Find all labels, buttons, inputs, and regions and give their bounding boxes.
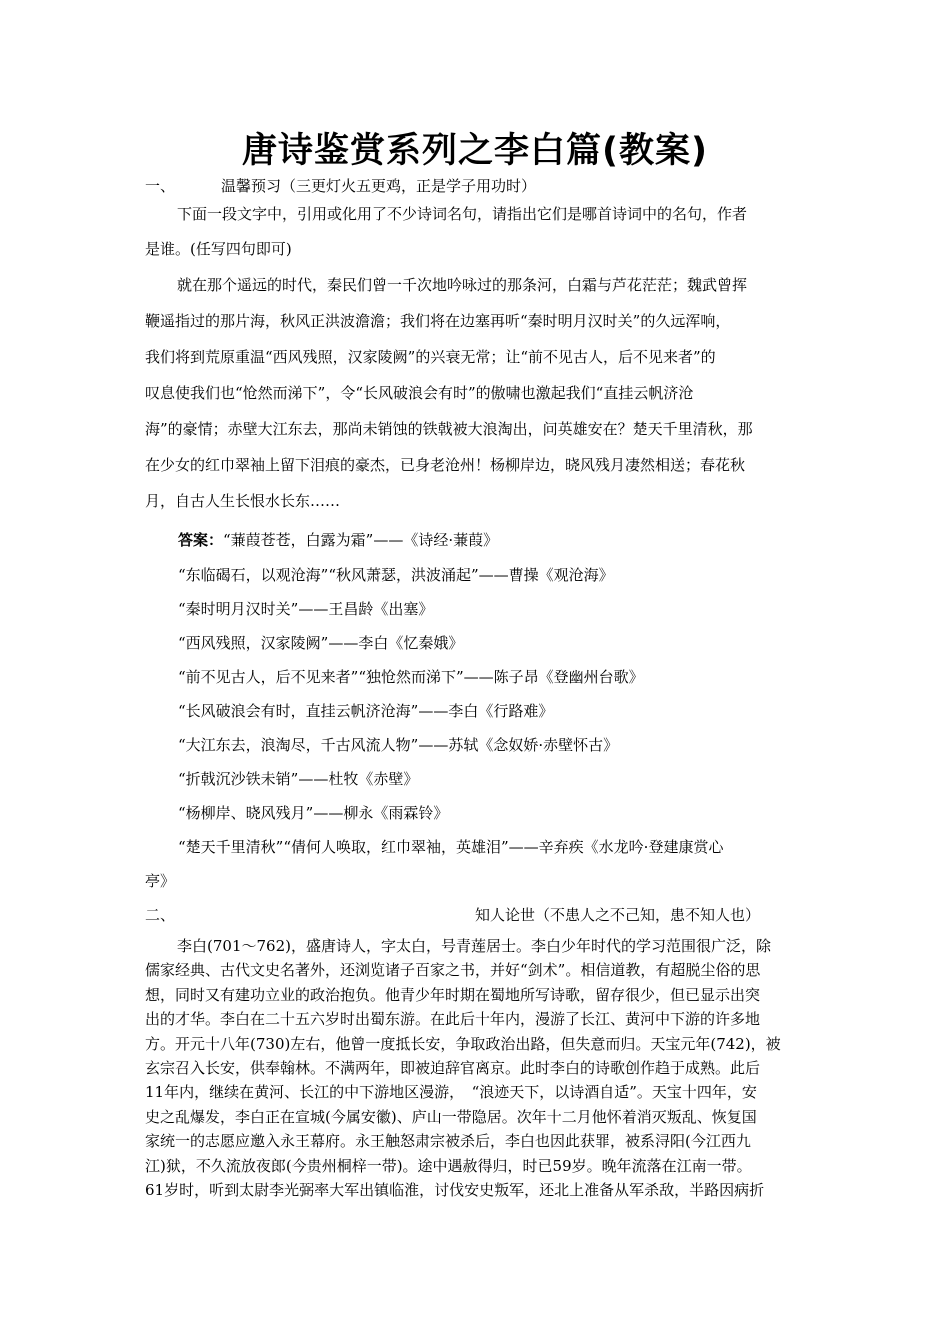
answer-line (178, 529, 498, 551)
passage-line: 鞭遥指过的那片海，秋风正洪波澹澹；我们将在边塞再听“秦时明月汉时关”的久远浑响， (145, 312, 731, 330)
answer-line: “东临碣石，以观沧海”“秋风萧瑟，洪波涌起”——曹操《观沧海》 (178, 566, 614, 584)
answer-line: “长风破浪会有时，直挂云帆济沧海”——李白《行路难》 (178, 702, 554, 720)
section-2-title: 知人论世（不患人之不己知，患不知人也） (475, 906, 761, 924)
biography-line: 家统一的志愿应邀入永王幕府。永王触怒肃宗被杀后，李白也因此获罪，被系浔阳(今江西九 (145, 1132, 751, 1151)
answer-line-wrap: 亭》 (145, 872, 176, 890)
biography-line: 方。开元十八年(730)左右，他曾一度抵长安，争取政治出路，但失意而归。天宝元年(742)，被 (145, 1034, 781, 1053)
answer-line: “大江东去，浪淘尽，千古风流人物”——苏轼《念奴娇·赤壁怀古》 (178, 736, 619, 754)
answer-line: “西风残照，汉家陵阙”——李白《忆秦娥》 (178, 634, 464, 652)
document-title: 唐诗鉴赏系列之李白篇(教案) (242, 131, 708, 171)
instruction-line: 下面一段文字中，引用或化用了不少诗词名句，请指出它们是哪首诗词中的名句，作者 (177, 205, 748, 223)
biography-paragraph (145, 934, 811, 1202)
instruction-line: 是谁。(任写四句即可) (145, 240, 292, 258)
section-1-heading (145, 175, 805, 197)
answer-line: “杨柳岸、晓风残月”——柳永《雨霖铃》 (178, 804, 449, 822)
biography-line: 61岁时，听到太尉李光弼率大军出镇临淮，讨伐安史叛军，还北上准备从军杀敌，半路因病折 (145, 1181, 765, 1200)
biography-line: 江)狱，不久流放夜郎(今贵州桐梓一带)。途中遇赦得归，时已59岁。晚年流落在江南一带。 (145, 1156, 752, 1175)
answer-line: “楚天千里清秋”“倩何人唤取，红巾翠袖，英雄泪”——辛弃疾《水龙吟·登建康赏心 (178, 838, 724, 856)
answer-text: “蒹葭苍苍，白露为霜”——《诗经·蒹葭》 (223, 531, 499, 549)
biography-line: 玄宗召入长安，供奉翰林。不满两年，即被迫辞官离京。此时李白的诗歌创作趋于成熟。此后 (145, 1059, 761, 1078)
passage-line: 月，自古人生长恨水长东…… (145, 492, 341, 510)
passage-line: 叹息使我们也“怆然而涕下”，令“长风破浪会有时”的傲啸也激起我们“直挂云帆济沧 (145, 384, 694, 402)
biography-line: 李白(701～762)，盛唐诗人，字太白，号青莲居士。李白少年时代的学习范围很广泛，除 (177, 937, 771, 955)
passage-line: 在少女的红巾翠袖上留下泪痕的豪杰，已身老沧州！杨柳岸边，晓风残月凄然相送；春花秋 (145, 456, 746, 474)
biography-line: 想，同时又有建功立业的政治抱负。他青少年时期在蜀地所写诗歌，留存很少，但已显示出突 (145, 985, 761, 1004)
section-2-number: 二、 (145, 906, 176, 924)
passage-line: 海”的豪情；赤壁大江东去，那尚未销蚀的铁戟被大浪淘出，问英雄安在？楚天千里清秋，那 (145, 420, 753, 438)
passage-line: 就在那个遥远的时代，秦民们曾一千次地吟咏过的那条河，白霜与芦花茫茫；魏武曾挥 (177, 276, 748, 294)
answer-label: 答案： (178, 531, 224, 549)
section-2-heading (145, 904, 805, 926)
passage-paragraph (145, 267, 807, 519)
biography-line: 史之乱爆发，李白正在宣城(今属安徽)、庐山一带隐居。次年十二月他怀着消灭叛乱、恢复国 (145, 1107, 757, 1126)
answer-line: “折戟沉沙铁未销”——杜牧《赤壁》 (178, 770, 419, 788)
section-1-number: 一、 (145, 177, 176, 195)
section-1-title: 温馨预习（三更灯火五更鸡，正是学子用功时） (221, 177, 537, 195)
passage-line: 我们将到荒原重温“西风残照，汉家陵阙”的兴衰无常；让“前不见古人，后不见来者”的 (145, 348, 716, 366)
answer-line: “秦时明月汉时关”——王昌龄《出塞》 (178, 600, 434, 618)
instruction-paragraph (145, 197, 807, 267)
answer-line: “前不见古人，后不见来者”“独怆然而涕下”——陈子昂《登幽州台歌》 (178, 668, 644, 686)
biography-line: 儒家经典、古代文史名著外，还浏览诸子百家之书，并好“剑术”。相信道教，有超脱尘俗的思 (145, 961, 761, 980)
biography-line: 出的才华。李白在二十五六岁时出蜀东游。在此后十年内，漫游了长江、黄河中下游的许多地 (145, 1010, 761, 1029)
biography-line: 11年内，继续在黄河、长江的中下游地区漫游， “浪迹天下，以诗酒自适”。天宝十四年，安 (145, 1083, 757, 1102)
